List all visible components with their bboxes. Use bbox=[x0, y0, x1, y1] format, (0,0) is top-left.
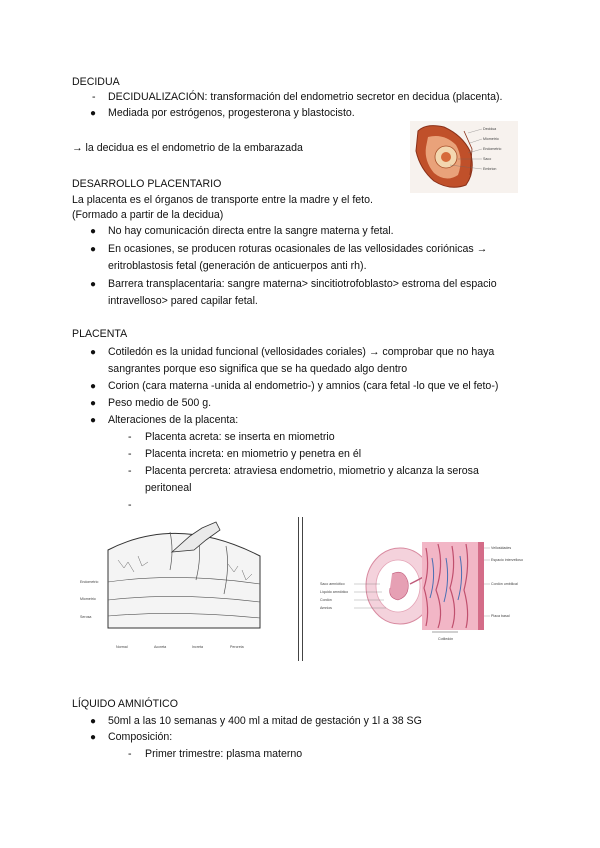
bullet-icon: ● bbox=[90, 716, 97, 727]
bullet-icon: ● bbox=[90, 108, 97, 119]
villi-right-label: Espacio intervelloso bbox=[491, 558, 523, 562]
uterus-label: Miometrio bbox=[483, 137, 499, 141]
decidua-heading: DECIDUA bbox=[72, 76, 120, 88]
layer-label: Endometrio bbox=[80, 580, 99, 584]
layer-bottom-label: Normal bbox=[116, 645, 128, 649]
desarrollo-line-1: La placenta es el órganos de transporte entre la madre y el feto. bbox=[72, 194, 373, 206]
dash-marker: - bbox=[128, 465, 132, 477]
layer-bottom-label: Accreta bbox=[154, 645, 167, 649]
dash-marker: - bbox=[128, 499, 132, 511]
dash-marker: - bbox=[128, 448, 132, 460]
dash-marker: - bbox=[128, 431, 132, 443]
placenta-bullet-3: Peso medio de 500 g. bbox=[108, 397, 212, 409]
liquido-bullet-2: Composición: bbox=[108, 731, 173, 743]
uterus-label: Decidua bbox=[483, 127, 497, 131]
layer-bottom-label: Increta bbox=[192, 645, 203, 649]
liquido-heading: LÍQUIDO AMNIÓTICO bbox=[72, 698, 178, 710]
decidua-item-1: DECIDUALIZACIÓN: transformación del endometrio secretor en decidua (placenta). bbox=[108, 91, 503, 103]
desarrollo-bullet-2b: eritroblastosis fetal (generación de anticuerpos anti rh). bbox=[108, 260, 367, 272]
desarrollo-bullet-1: No hay comunicación directa entre la sangre materna y fetal. bbox=[108, 225, 394, 237]
villi-left-label: Saco amniótico bbox=[320, 582, 345, 586]
liquido-bullet-1: 50ml a las 10 semanas y 400 ml a mitad de gestación y 1l a 38 SG bbox=[108, 715, 422, 727]
bullet-icon: ● bbox=[90, 381, 97, 392]
layer-label: Serosa bbox=[80, 615, 92, 619]
bullet-icon: ● bbox=[90, 279, 97, 290]
layer-bottom-label: Percreta bbox=[230, 645, 244, 649]
placenta-bullet-1b: sangrantes porque eso significa que se ha quedado algo dentro bbox=[108, 363, 408, 375]
villi-right-label: Placa basal bbox=[491, 614, 510, 618]
placenta-sub-1: Placenta acreta: se inserta en miometrio bbox=[145, 431, 335, 443]
desarrollo-heading: DESARROLLO PLACENTARIO bbox=[72, 178, 222, 190]
placenta-bullet-4: Alteraciones de la placenta: bbox=[108, 414, 239, 426]
uterus-label: Saco bbox=[483, 157, 492, 161]
placenta-sub-2: Placenta increta: en miometrio y penetra en él bbox=[145, 448, 362, 460]
uterus-label: Embrion bbox=[483, 167, 497, 171]
villi-left-label: Amnios bbox=[320, 606, 332, 610]
placenta-bullet-2: Corion (cara materna -unida al endometrio-) y amnios (cara fetal -lo que ve el feto-) bbox=[108, 380, 499, 392]
desarrollo-bullet-3b: intravelloso> pared capilar fetal. bbox=[108, 295, 258, 307]
uterus-figure bbox=[410, 121, 518, 193]
figure-divider bbox=[302, 517, 303, 661]
liquido-sub-1: Primer trimestre: plasma materno bbox=[145, 748, 303, 760]
villi-right-label: Cordón umbilical bbox=[491, 582, 518, 586]
placenta-sub-3b: peritoneal bbox=[145, 482, 192, 494]
villi-left-label: Cordón bbox=[320, 598, 332, 602]
bullet-icon: ● bbox=[90, 347, 97, 358]
bullet-icon: ● bbox=[90, 415, 97, 426]
bullet-icon: ● bbox=[90, 732, 97, 743]
decidua-note: → la decidua es el endometrio de la embarazada bbox=[72, 142, 303, 154]
villi-right-label: Vellosidades bbox=[491, 546, 512, 550]
bullet-icon: ● bbox=[90, 244, 97, 255]
decidua-item-2: Mediada por estrógenos, progesterona y blastocisto. bbox=[108, 107, 355, 119]
villi-left-label: Líquido amniótico bbox=[320, 590, 349, 594]
dash-marker: - bbox=[128, 748, 132, 760]
figure-divider bbox=[298, 517, 299, 661]
dash-marker: - bbox=[92, 91, 96, 103]
placenta-villi-figure bbox=[318, 528, 528, 650]
bullet-icon: ● bbox=[90, 398, 97, 409]
placenta-heading: PLACENTA bbox=[72, 328, 128, 340]
desarrollo-bullet-2a: En ocasiones, se producen roturas ocasionales de las vellosidades coriónicas → bbox=[108, 243, 488, 255]
desarrollo-line-2: (Formado a partir de la decidua) bbox=[72, 209, 224, 221]
desarrollo-bullet-3a: Barrera transplacentaria: sangre materna> sincitiotrofoblasto> estroma del espacio bbox=[108, 278, 497, 290]
layer-label: Miometrio bbox=[80, 597, 96, 601]
bullet-icon: ● bbox=[90, 226, 97, 237]
placenta-bullet-1a: Cotiledón es la unidad funcional (vellosidades coriales) → comprobar que no haya bbox=[108, 346, 495, 358]
placenta-sub-3a: Placenta percreta: atraviesa endometrio, miometrio y alcanza la serosa bbox=[145, 465, 479, 477]
villi-bottom-label: Cotiledón bbox=[438, 637, 454, 641]
placenta-layers-figure bbox=[78, 520, 278, 654]
uterus-label: Endometrio bbox=[483, 147, 502, 151]
